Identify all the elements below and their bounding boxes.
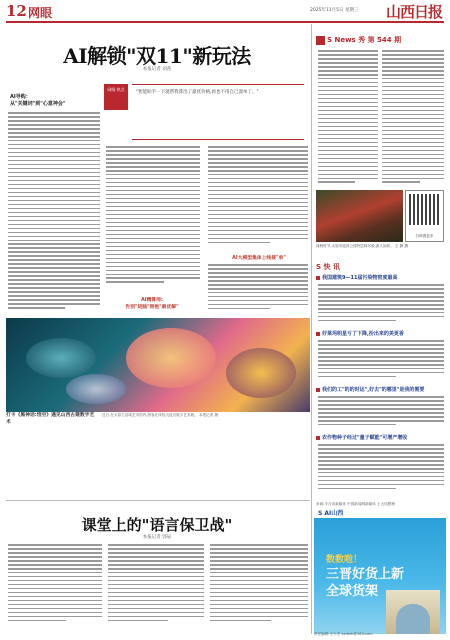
column-rule [311, 24, 312, 634]
ad-slogan-1: 数数啦！ [326, 555, 363, 565]
autumn-park-photo [316, 190, 403, 242]
second-byline: 本报记者 郭辰 [142, 535, 172, 540]
brief-bullet-icon [316, 332, 320, 336]
art-cloud-shape [66, 374, 126, 404]
page-number: 12 [6, 2, 27, 20]
column-stamp: 网眼 热点 [104, 84, 128, 110]
editor-footer: 责任编辑:王少杰 sxrbsh@163.com [314, 632, 373, 636]
brief-body-4 [318, 444, 444, 492]
brief-bullet-icon [316, 436, 320, 440]
header-rule [6, 21, 444, 23]
page-header [0, 0, 450, 22]
section-name: 网眼 [28, 6, 53, 20]
brief-bullet-icon [316, 276, 320, 280]
body-text-col3 [208, 146, 308, 246]
body-text-col3b [208, 264, 308, 312]
digital-art-photo [6, 318, 310, 412]
news-source-footer: 来源:半月谈新媒体 中国新闻网新媒体 王大伟整理 [316, 502, 395, 506]
figure-caption-left: 打卡《黑神话:悟空》遇见山西古建数字艺术 [6, 413, 95, 425]
second-headline: 课堂上的"语言保卫战" [81, 516, 233, 534]
brief-title-3: 我们的工"的的时运",好去"的哪里"是我的需要 [322, 387, 425, 393]
main-headline: AI解锁"双11"新玩法 [63, 44, 251, 68]
main-byline: 本报记者 刘茜 [142, 67, 172, 72]
brief-title-2: 好莱坞明星亏了下降,扮出来的美更香 [322, 331, 404, 337]
brief-body-2 [318, 340, 444, 380]
art-fish-shape [226, 348, 296, 398]
main-subhead [10, 94, 65, 108]
main-subhead-line2: 从"关键词"到"心意神会" [10, 101, 66, 107]
art-wave-shape [26, 338, 96, 378]
brief-section-tag: S 快 讯 [316, 263, 340, 271]
news-text-col1 [318, 50, 378, 185]
ad-arch-graphic [396, 604, 430, 634]
mid-subhead-2: AI大模型集体上线接"单" [232, 256, 286, 261]
article-divider [6, 500, 310, 501]
brief-body-1 [318, 284, 444, 324]
mid-subhead-1 [112, 297, 192, 311]
brief-body-3 [318, 396, 444, 428]
brief-title-4: 农作物种子经过"量子赋能"可增产增收 [322, 435, 408, 441]
news-text-col2 [382, 50, 444, 185]
figure-caption-right: 近日,在太原古县城艺术馆内,游客在体验沉浸式数字艺术展。 本报记者 摄 [102, 413, 218, 417]
mid-subhead-1-line1: AI精算师: [141, 298, 163, 303]
newspaper-logo: 山西日报 [386, 3, 443, 21]
qr-code-icon [409, 194, 440, 225]
date-line: 2025年11月5日 星期三 [310, 8, 359, 13]
brief-bullet-icon [316, 388, 320, 392]
ad-slogan-3: 全球货架 [326, 584, 379, 599]
mid-subhead-1-line2: 告别"烧脑"拥抱"最优解" [125, 305, 179, 310]
body-text-col2 [106, 146, 200, 285]
second-body-col3 [210, 544, 308, 624]
second-body-col2 [108, 544, 204, 624]
ad-header-label: S AI山西 [318, 510, 344, 517]
art-flower-shape [126, 328, 216, 388]
main-subhead-line1: AI导购： [10, 94, 31, 100]
pull-quote: "智能助手一下就帮我算出了最优价格,再也不用自己凑单了。" [132, 84, 304, 140]
body-text-col1 [8, 112, 100, 311]
photo-caption: 深秋时节,太原市迎泽公园内层林尽染,游人如织。 王 静 摄 [316, 244, 408, 248]
brief-title-1: 我国建筑9—11届污染物密度最高 [322, 275, 398, 281]
news-show-title: S News 秀 第 544 期 [327, 36, 402, 44]
ad-slogan-2: 三晋好货上新 [326, 567, 405, 582]
second-body-col1 [8, 544, 102, 624]
news-tag-icon [316, 36, 325, 45]
qr-caption: 扫码看更多 [415, 234, 434, 238]
